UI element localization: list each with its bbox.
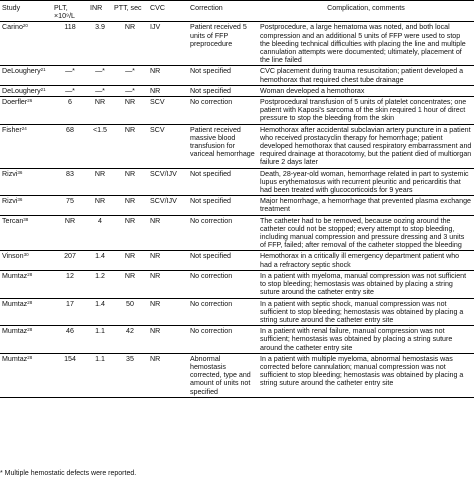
cell-study <box>0 97 52 125</box>
study-name: Mumtaz <box>2 271 28 280</box>
study-name: DeLoughery <box>2 86 41 95</box>
cell-plt: 118 <box>52 22 88 66</box>
cell-correction: Not specified <box>188 251 258 270</box>
study-name: Rizvi <box>2 197 18 206</box>
table-row <box>0 66 474 85</box>
table-row <box>0 196 474 215</box>
cell-comments: In a patient with renal failure, manual compression was not sufficient; hemostasis was obtained by placing a string suture around the catheter entry site <box>258 326 474 354</box>
table-row <box>0 215 474 251</box>
cell-cvc: SCV <box>148 124 188 168</box>
cell-correction: Not specified <box>188 196 258 215</box>
cell-study <box>0 326 52 354</box>
study-name: Fisher <box>2 125 22 134</box>
cell-cvc: SCV <box>148 97 188 125</box>
cell-inr: NR <box>88 196 112 215</box>
study-name: Doerfler <box>2 98 28 107</box>
cell-plt: 12 <box>52 270 88 298</box>
cell-inr: 3.9 <box>88 22 112 66</box>
study-name: Mumtaz <box>2 327 28 336</box>
header-plt: PLT, ×10⁹/L <box>52 1 88 22</box>
study-name: Rizvi <box>2 169 18 178</box>
header-row <box>0 1 474 22</box>
table-row <box>0 251 474 270</box>
study-name: Mumtaz <box>2 299 28 308</box>
cell-study <box>0 196 52 215</box>
reference-number: 36 <box>17 197 23 203</box>
cell-inr: 1.1 <box>88 326 112 354</box>
cell-ptt: NR <box>112 124 148 168</box>
cell-cvc: NR <box>148 270 188 298</box>
cell-plt: —* <box>52 85 88 96</box>
cell-correction: Not specified <box>188 85 258 96</box>
cell-plt: 6 <box>52 97 88 125</box>
cell-ptt: 35 <box>112 353 148 397</box>
cell-plt: 207 <box>52 251 88 270</box>
table-row <box>0 353 474 397</box>
cell-plt: 68 <box>52 124 88 168</box>
cell-comments: Woman developed a hemothorax <box>258 85 474 96</box>
reference-number: 38 <box>23 216 29 222</box>
table-row <box>0 97 474 125</box>
study-name: DeLoughery <box>2 67 41 76</box>
cell-study <box>0 298 52 326</box>
cell-inr: NR <box>88 168 112 196</box>
reference-number: 24 <box>21 125 27 131</box>
cell-cvc: NR <box>148 66 188 85</box>
study-name: Tercan <box>2 216 24 225</box>
cell-study <box>0 215 52 251</box>
cell-comments: Death, 28-year-old woman, hemorrhage related in part to systemic lupus erythematosus with recurrent pleuritic and pericarditis that had been treated with glucocorticoids for 9 years <box>258 168 474 196</box>
cell-ptt: NR <box>112 215 148 251</box>
cell-study <box>0 66 52 85</box>
cell-correction: Patient received massive blood transfusion for variceal hemorrhage <box>188 124 258 168</box>
cell-correction: No correction <box>188 326 258 354</box>
reference-number: 21 <box>40 67 46 73</box>
header-study: Study <box>0 1 52 22</box>
cell-inr: 4 <box>88 215 112 251</box>
table-row <box>0 298 474 326</box>
cell-plt: —* <box>52 66 88 85</box>
cell-comments: Hemothorax in a critically ill emergency department patient who had a refractory septic shock <box>258 251 474 270</box>
cell-cvc: NR <box>148 353 188 397</box>
cell-comments: In a patient with multiple myeloma, abnormal hemostasis was corrected before cannulation; manual compression was not sufficient to stop bleeding; hemostasis was obtained by placing a string suture around the catheter entry site <box>258 353 474 397</box>
table-body <box>0 22 474 397</box>
reference-number: 28 <box>27 271 33 277</box>
cell-inr: 1.2 <box>88 270 112 298</box>
cell-comments: Postprocedural transfusion of 5 units of platelet concentrates; one patient with Kaposi's sarcoma of the skin required 1 hour of direct pressure to stop the bleeding from the skin <box>258 97 474 125</box>
reference-number: 20 <box>22 23 28 29</box>
header-ptt: PTT, sec <box>112 1 148 22</box>
cell-ptt: NR <box>112 251 148 270</box>
cell-cvc: NR <box>148 251 188 270</box>
cell-comments: In a patient with septic shock, manual compression was not sufficient to stop bleeding; hemostasis was obtained by placing a string suture around the catheter entry site <box>258 298 474 326</box>
cell-ptt: NR <box>112 270 148 298</box>
table-row <box>0 168 474 196</box>
cell-inr: —* <box>88 85 112 96</box>
header-cvc: CVC <box>148 1 188 22</box>
cell-correction: No correction <box>188 298 258 326</box>
table-row <box>0 124 474 168</box>
cell-inr: <1.5 <box>88 124 112 168</box>
reference-number: 28 <box>27 327 33 333</box>
reference-number: 28 <box>27 299 33 305</box>
cell-correction: No correction <box>188 270 258 298</box>
cell-correction: No correction <box>188 97 258 125</box>
cell-cvc: IJV <box>148 22 188 66</box>
reference-number: 36 <box>17 169 23 175</box>
reference-number: 21 <box>40 86 46 92</box>
cell-plt: 46 <box>52 326 88 354</box>
cell-plt: 83 <box>52 168 88 196</box>
cell-study <box>0 124 52 168</box>
cell-correction: Not specified <box>188 168 258 196</box>
table-row <box>0 270 474 298</box>
cell-correction: Not specified <box>188 66 258 85</box>
cell-ptt: NR <box>112 196 148 215</box>
cell-study <box>0 353 52 397</box>
cell-study <box>0 270 52 298</box>
reference-number: 28 <box>27 354 33 360</box>
cell-correction: No correction <box>188 215 258 251</box>
header-comments: Complication, comments <box>258 1 474 22</box>
table-row <box>0 85 474 96</box>
cell-correction: Patient received 5 units of FFP preprocedure <box>188 22 258 66</box>
cell-ptt: 50 <box>112 298 148 326</box>
cell-correction: Abnormal hemostasis corrected, type and amount of units not specified <box>188 353 258 397</box>
cell-inr: 1.1 <box>88 353 112 397</box>
cell-cvc: SCV/IJV <box>148 168 188 196</box>
cell-plt: 75 <box>52 196 88 215</box>
cell-inr: NR <box>88 97 112 125</box>
cell-inr: 1.4 <box>88 298 112 326</box>
cell-plt: 17 <box>52 298 88 326</box>
cell-inr: —* <box>88 66 112 85</box>
study-name: Mumtaz <box>2 354 28 363</box>
cell-ptt: NR <box>112 168 148 196</box>
cell-comments: The catheter had to be removed, because oozing around the catheter could not be stopped; every attempt to stop bleeding, including manual compression and pressure dressing and 3 units of FFP, failed; after removal of the catheter stopped the bleeding <box>258 215 474 251</box>
cell-comments: Postprocedure, a large hematoma was noted, and both local compression and an additional 5 units of FFP were used to stop the bleeding technical difficulties with placing the line and multiple cannulation attempts were documented; ultimately, placement of the line failed <box>258 22 474 66</box>
cell-ptt: —* <box>112 66 148 85</box>
cell-cvc: NR <box>148 215 188 251</box>
cell-study <box>0 168 52 196</box>
cell-cvc: NR <box>148 326 188 354</box>
cell-cvc: NR <box>148 85 188 96</box>
cell-ptt: 42 <box>112 326 148 354</box>
cell-study <box>0 251 52 270</box>
cell-plt: 154 <box>52 353 88 397</box>
cell-comments: Hemothorax after accidental subclavian artery puncture in a patient who received prostacyclin therapy for hemorrhage; patient developed hemothorax that caused respiratory embarrassment and required drainage at thoracotomy, but the patient died of multiorgan failure 2 days later <box>258 124 474 168</box>
table-row <box>0 326 474 354</box>
cell-study <box>0 85 52 96</box>
reference-number: 30 <box>23 252 29 258</box>
header-inr: INR <box>88 1 112 22</box>
cell-plt: NR <box>52 215 88 251</box>
cell-study <box>0 22 52 66</box>
study-name: Carino <box>2 23 23 32</box>
cell-comments: Major hemorrhage, a hemorrhage that prevented plasma exchange treatment <box>258 196 474 215</box>
cell-cvc: SCV/IJV <box>148 196 188 215</box>
cell-cvc: NR <box>148 298 188 326</box>
cell-ptt: NR <box>112 22 148 66</box>
reference-number: 26 <box>27 98 33 104</box>
cell-inr: 1.4 <box>88 251 112 270</box>
cell-comments: CVC placement during trauma resuscitation; patient developed a hemothorax that required chest tube drainage <box>258 66 474 85</box>
table-row <box>0 22 474 66</box>
study-name: Vinson <box>2 252 24 261</box>
cell-comments: In a patient with myeloma, manual compression was not sufficient to stop bleeding; hemostasis was obtained by placing a string suture around the catheter entry site <box>258 270 474 298</box>
header-correction: Correction <box>188 1 258 22</box>
footnote: * Multiple hemostatic defects were reported. <box>0 470 137 477</box>
cell-ptt: —* <box>112 85 148 96</box>
cell-ptt: NR <box>112 97 148 125</box>
